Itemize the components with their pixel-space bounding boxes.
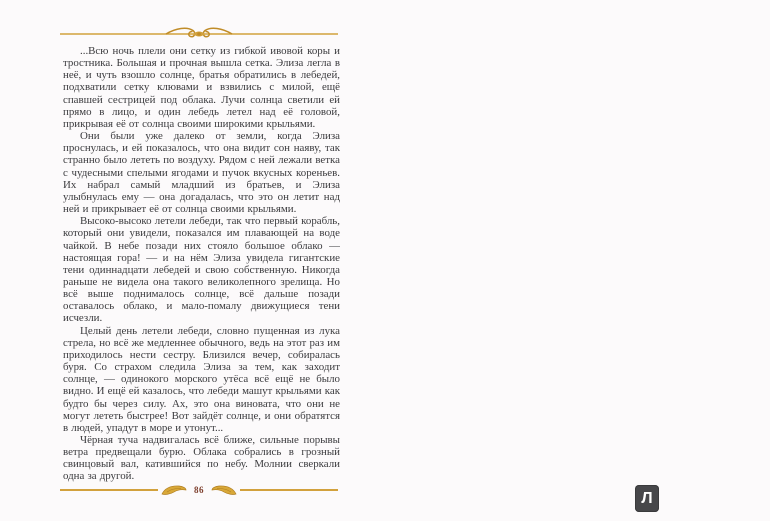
footer-line-right bbox=[240, 489, 338, 490]
top-ornament bbox=[60, 26, 338, 42]
right-page bbox=[395, 0, 770, 521]
story-text bbox=[63, 45, 340, 483]
paragraph: Они были уже далеко от земли, когда Элиза проснулась, и ей показалось, что она видит сон наяву, так странно было лететь по воздуху. Рядом с ней лежали ветка с чудесными спелыми ягодами и пучок вкусных кореньев. Их набрал самый младший из братьев, и Элиза улыбнулась ему — она догадалась, что это он летит над ней и прикрывает её от солнца своими крыльями. bbox=[63, 130, 340, 216]
paragraph: ...Всю ночь плели они сетку из гибкой ивовой коры и тростника. Большая и прочная вышла сетка. Элиза легла в неё, и чуть взошло солнце, братья обратились в лебедей, подхватили сетку клювами и взвились с милой, ещё спавшей сестрицей под облака. Лучи солнца светили ей прямо в лицо, и один лебедь летел над её головой, прикрывая её от солнца своими широкими крыльями. bbox=[63, 45, 340, 130]
labirint-logo bbox=[635, 485, 659, 512]
footer-flourish-right-icon bbox=[211, 485, 237, 496]
paragraph: Высоко-высоко летели лебеди, так что первый корабль, который они увидели, показался им плавающей на воде чайкой. В небе позади них стояло большое облако — настоящая гора! — и на нём Элиза увидела гигантские тени одиннадцати лебедей и свою собственную. Никогда раньше не видела она такого великолепного зрелища. Но всё выше поднималось солнце, всё дальше позади оставалось облако, и мало-помалу движущиеся тени исчезли. bbox=[63, 215, 340, 325]
paragraph: Чёрная туча надвигалась всё ближе, сильные порывы ветра предвещали бурю. Облака собрались в грозный свинцовый вал, катившийся по небу. Молнии сверкали одна за другой. bbox=[63, 434, 340, 483]
page-number: 86 bbox=[194, 485, 204, 495]
footer-ornament bbox=[60, 483, 338, 497]
labirint-logo-letter: Л bbox=[641, 489, 653, 507]
footer-flourish-left-icon bbox=[161, 485, 187, 496]
top-flourish-icon bbox=[166, 28, 232, 36]
footer-line-left bbox=[60, 489, 158, 490]
paragraph: Целый день летели лебеди, словно пущенная из лука стрела, но всё же медленнее обычного, ведь на этот раз им приходилось нести сестру. Близился вечер, собиралась буря. Со страхом следила Элиза за тем, как заходит солнце, — одинокого морского утёса всё ещё не было видно. И ещё ей казалось, что лебеди машут крыльями как будто бы через силу. Ах, это она виновата, что они не могут лететь быстрее! Вот зайдёт солнце, и они обратятся в людей, упадут в море и утонут... bbox=[63, 324, 340, 434]
